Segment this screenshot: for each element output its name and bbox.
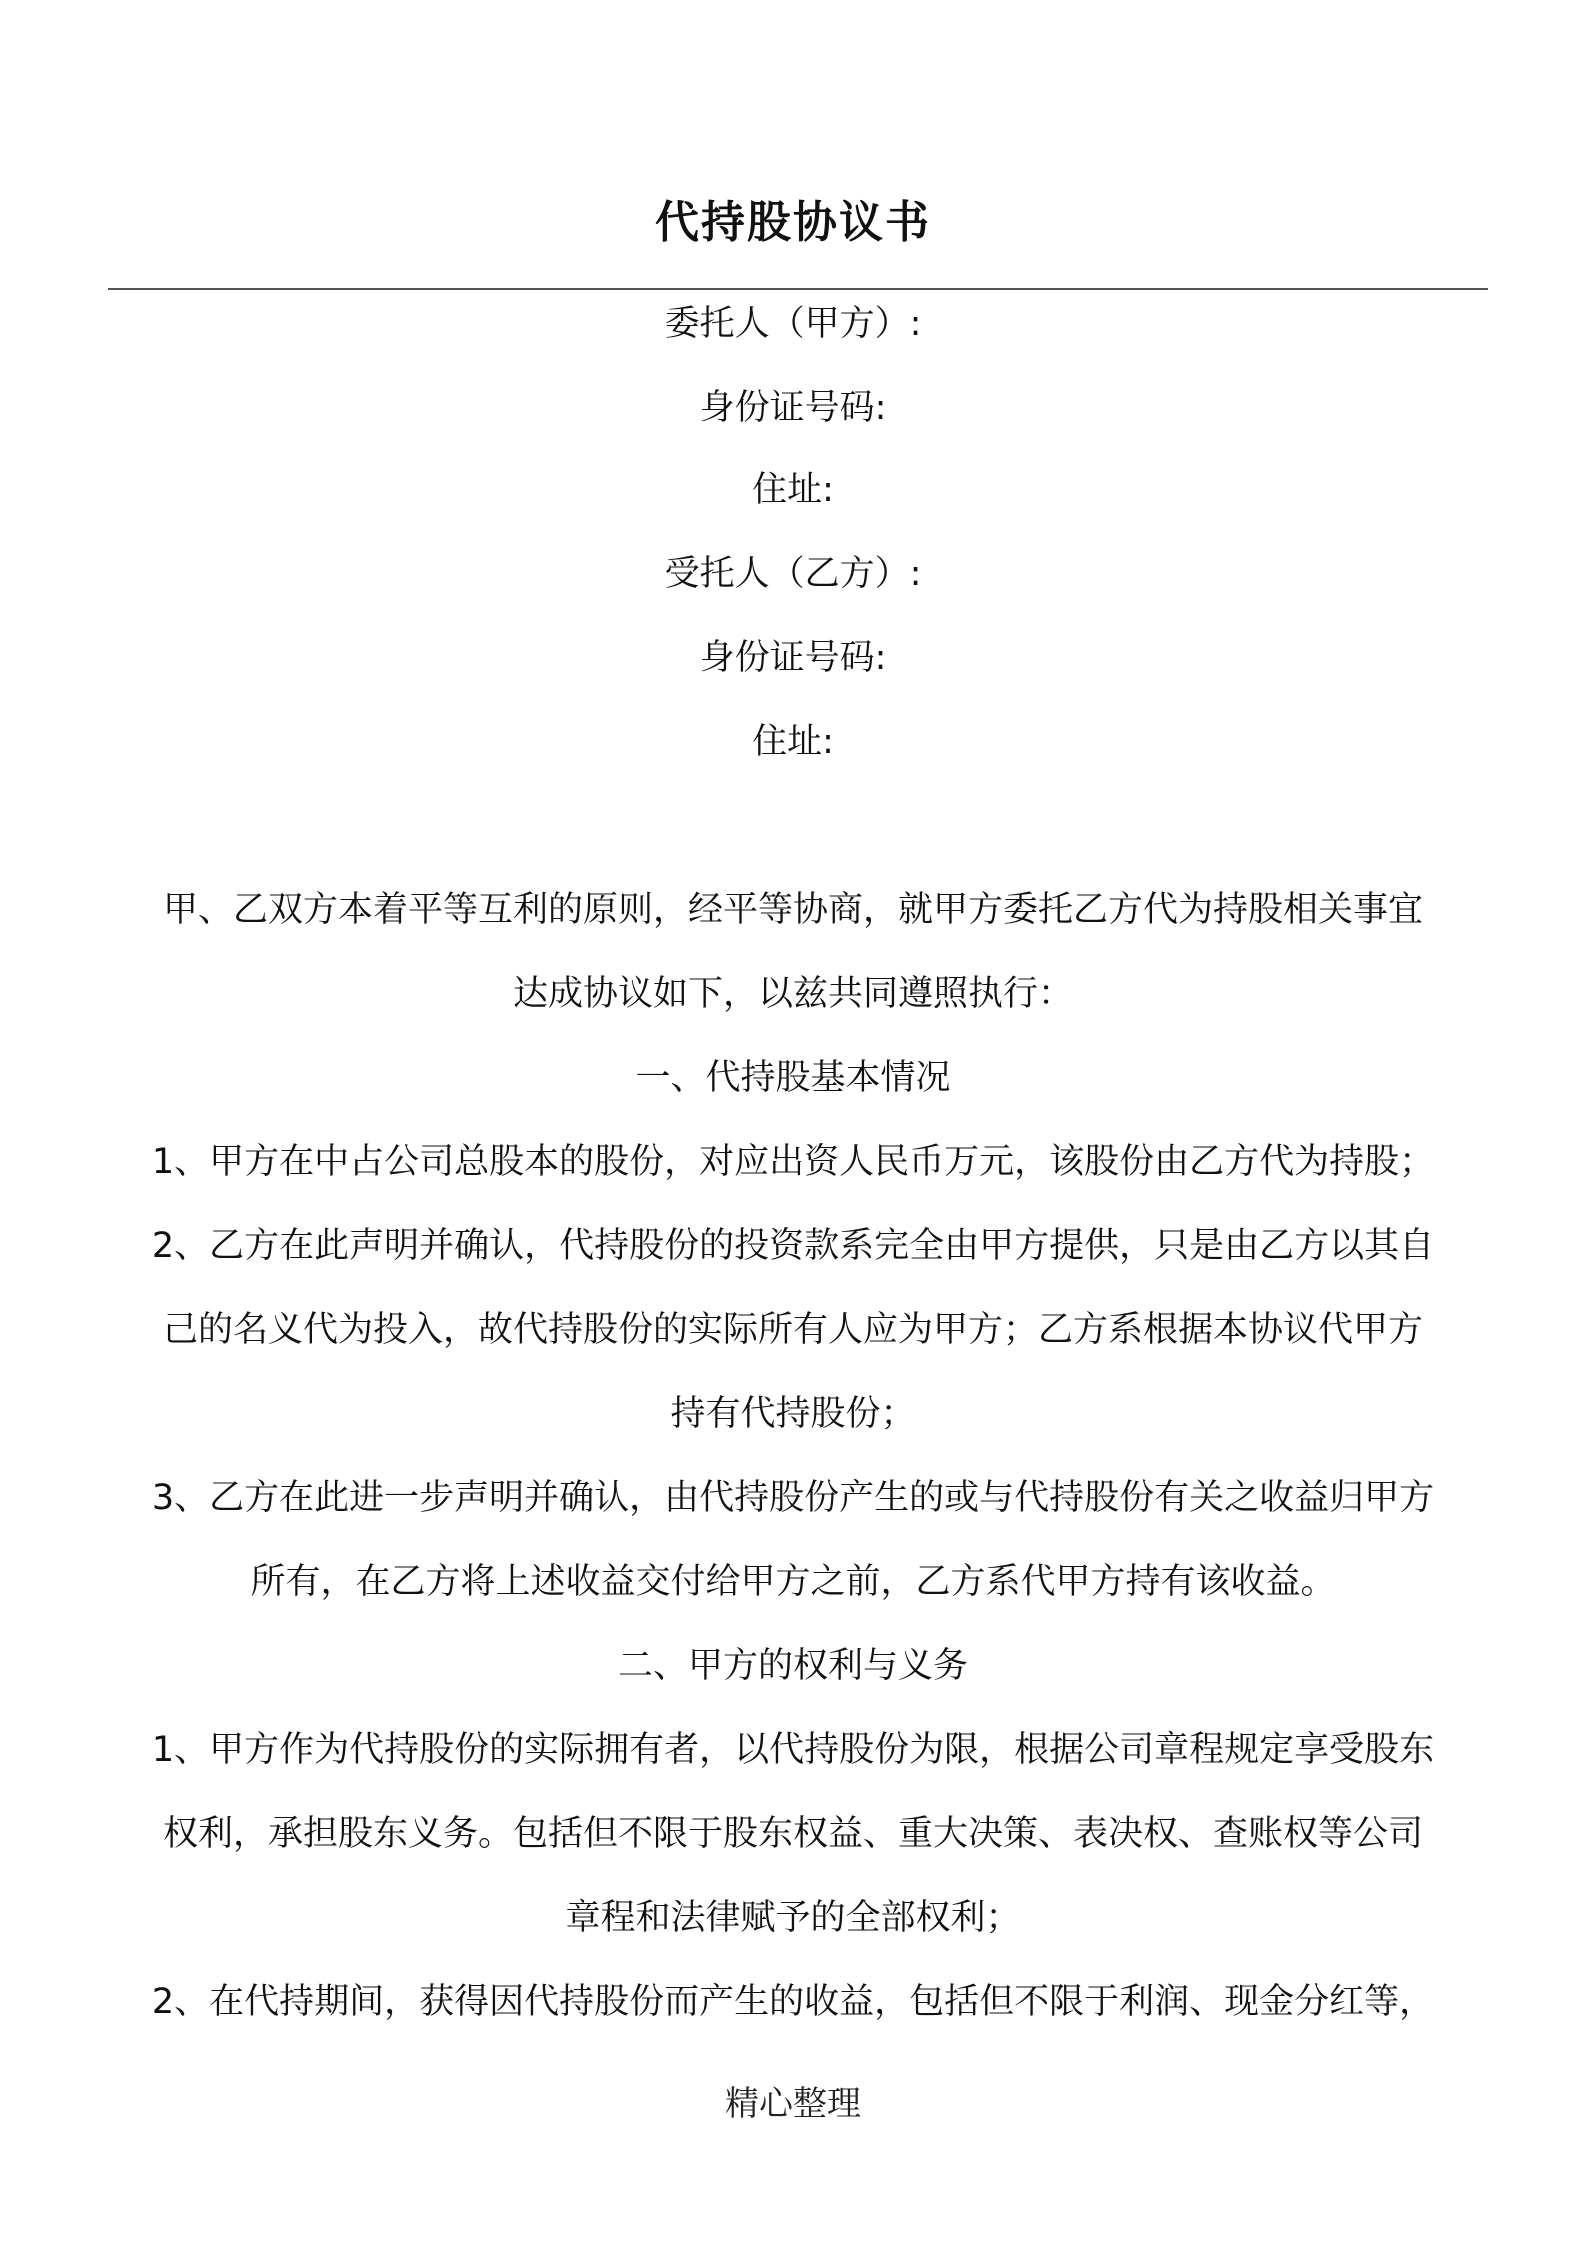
- trustee-label: 受托人（乙方）:: [664, 554, 922, 594]
- section-heading-1: 一、代持股基本情况: [635, 1058, 951, 1098]
- title-divider: [108, 288, 1488, 290]
- preamble-line: 甲、乙双方本着平等互利的原则，经平等协商，就甲方委托乙方代为持股相关事宜: [162, 890, 1423, 930]
- document-title: 代持股协议书: [655, 197, 931, 248]
- clause-line: 章程和法律赋予的全部权利；: [565, 1898, 1021, 1938]
- clause-line: 2、乙方在此声明并确认，代持股份的投资款系完全由甲方提供，只是由乙方以其自: [151, 1226, 1435, 1266]
- clause-line: 3、乙方在此进一步声明并确认，由代持股份产生的或与代持股份有关之收益归甲方: [151, 1478, 1435, 1518]
- clause-line: 1、甲方作为代持股份的实际拥有者，以代持股份为限，根据公司章程规定享受股东: [151, 1730, 1435, 1770]
- entrustor-label: 委托人（甲方）:: [664, 304, 922, 344]
- clause-line: 所有，在乙方将上述收益交付给甲方之前，乙方系代甲方持有该收益。: [250, 1562, 1336, 1602]
- page-footer: 精心整理: [725, 2084, 861, 2124]
- trustee-id-label: 身份证号码:: [699, 638, 887, 678]
- entrustor-address-label: 住址:: [752, 470, 834, 510]
- clause-line: 己的名义代为投入，故代持股份的实际所有人应为甲方；乙方系根据本协议代甲方: [162, 1310, 1423, 1350]
- clause-line: 持有代持股份；: [670, 1394, 916, 1434]
- clause-line: 2、在代持期间，获得因代持股份而产生的收益，包括但不限于利润、现金分红等，: [151, 1982, 1435, 2022]
- preamble-line: 达成协议如下，以兹共同遵照执行：: [512, 974, 1073, 1014]
- clause-line: 1、甲方在中占公司总股本的股份，对应出资人民币万元，该股份由乙方代为持股；: [151, 1142, 1435, 1182]
- trustee-address-label: 住址:: [752, 722, 834, 762]
- section-heading-2: 二、甲方的权利与义务: [617, 1646, 968, 1686]
- entrustor-id-label: 身份证号码:: [699, 388, 887, 428]
- clause-line: 权利，承担股东义务。包括但不限于股东权益、重大决策、表决权、查账权等公司: [162, 1814, 1423, 1854]
